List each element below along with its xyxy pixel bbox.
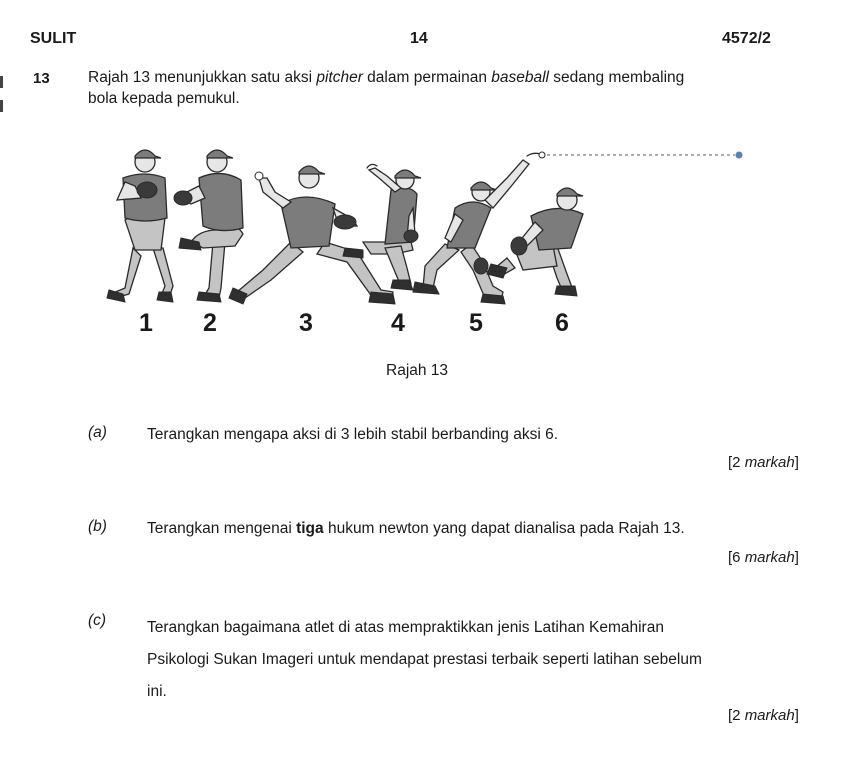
glove-icon — [404, 230, 418, 242]
page-number: 14 — [410, 30, 428, 47]
ball-in-hand-icon — [255, 172, 263, 180]
marks-text: ] — [794, 549, 799, 566]
frame-label-1: 1 — [139, 309, 153, 337]
glove-icon — [137, 182, 157, 198]
pitcher-frame-1 — [107, 150, 173, 302]
part-b-bold: tiga — [296, 520, 324, 537]
part-a-marks — [728, 454, 799, 471]
binding-mark — [0, 100, 3, 112]
frame-label-5: 5 — [469, 309, 483, 337]
intro-text: dalam permainan — [362, 69, 492, 86]
marks-text: ] — [794, 707, 799, 724]
part-b-label: (b) — [88, 518, 107, 535]
pitcher-frame-3 — [229, 166, 395, 304]
question-number: 13 — [33, 70, 50, 87]
part-c-line: Psikologi Sukan Imageri untuk mendapat prestasi terbaik seperti latihan sebelum — [147, 651, 702, 668]
part-c-question — [147, 612, 702, 708]
marks-word: markah — [744, 454, 795, 471]
ball-release-arc — [527, 153, 540, 156]
binding-mark — [0, 76, 3, 88]
ball-icon — [736, 152, 743, 159]
paper-code: 4572/2 — [722, 30, 771, 47]
question-intro — [88, 67, 828, 109]
intro-text: Rajah 13 menunjukkan satu aksi — [88, 69, 317, 86]
figure-caption: Rajah 13 — [386, 362, 449, 379]
frame-label-3: 3 — [299, 309, 313, 337]
part-c-line: Terangkan bagaimana atlet di atas mempraktikkan jenis Latihan Kemahiran — [147, 619, 664, 636]
header-sulit: SULIT — [30, 30, 77, 47]
glove-icon — [511, 237, 527, 255]
pitcher-frame-6 — [487, 188, 583, 296]
part-b-marks — [728, 549, 799, 566]
glove-icon — [174, 191, 192, 205]
frame-label-4: 4 — [391, 309, 405, 337]
part-a-question: Terangkan mengapa aksi di 3 lebih stabil berbanding aksi 6. — [147, 426, 559, 443]
part-b-text: hukum newton yang dapat dianalisa pada Rajah 13. — [323, 520, 685, 537]
marks-text: [2 — [728, 707, 745, 724]
intro-text: sedang membaling — [549, 69, 685, 86]
frame-label-2: 2 — [203, 309, 217, 337]
ball-release-icon — [539, 152, 545, 158]
marks-text: [2 — [728, 454, 745, 471]
part-c-marks — [728, 707, 799, 724]
part-b-text: Terangkan mengenai — [147, 520, 297, 537]
intro-italic-baseball: baseball — [491, 69, 549, 86]
part-c-line: ini. — [147, 683, 167, 700]
pitcher-frame-2 — [174, 150, 243, 302]
frame-label-6: 6 — [555, 309, 569, 337]
intro-text-line2: bola kepada pemukul. — [88, 90, 240, 107]
marks-word: markah — [744, 707, 795, 724]
intro-italic-pitcher: pitcher — [316, 69, 363, 86]
marks-text: [6 — [728, 549, 745, 566]
pitcher-frame-5 — [413, 160, 529, 304]
marks-word: markah — [744, 549, 795, 566]
part-c-label: (c) — [88, 612, 107, 629]
part-b-question — [147, 518, 685, 539]
part-a-label: (a) — [88, 424, 107, 441]
pitcher-sequence-figure — [95, 138, 775, 350]
glove-icon — [334, 215, 356, 229]
marks-text: ] — [794, 454, 799, 471]
glove-icon — [474, 258, 488, 274]
